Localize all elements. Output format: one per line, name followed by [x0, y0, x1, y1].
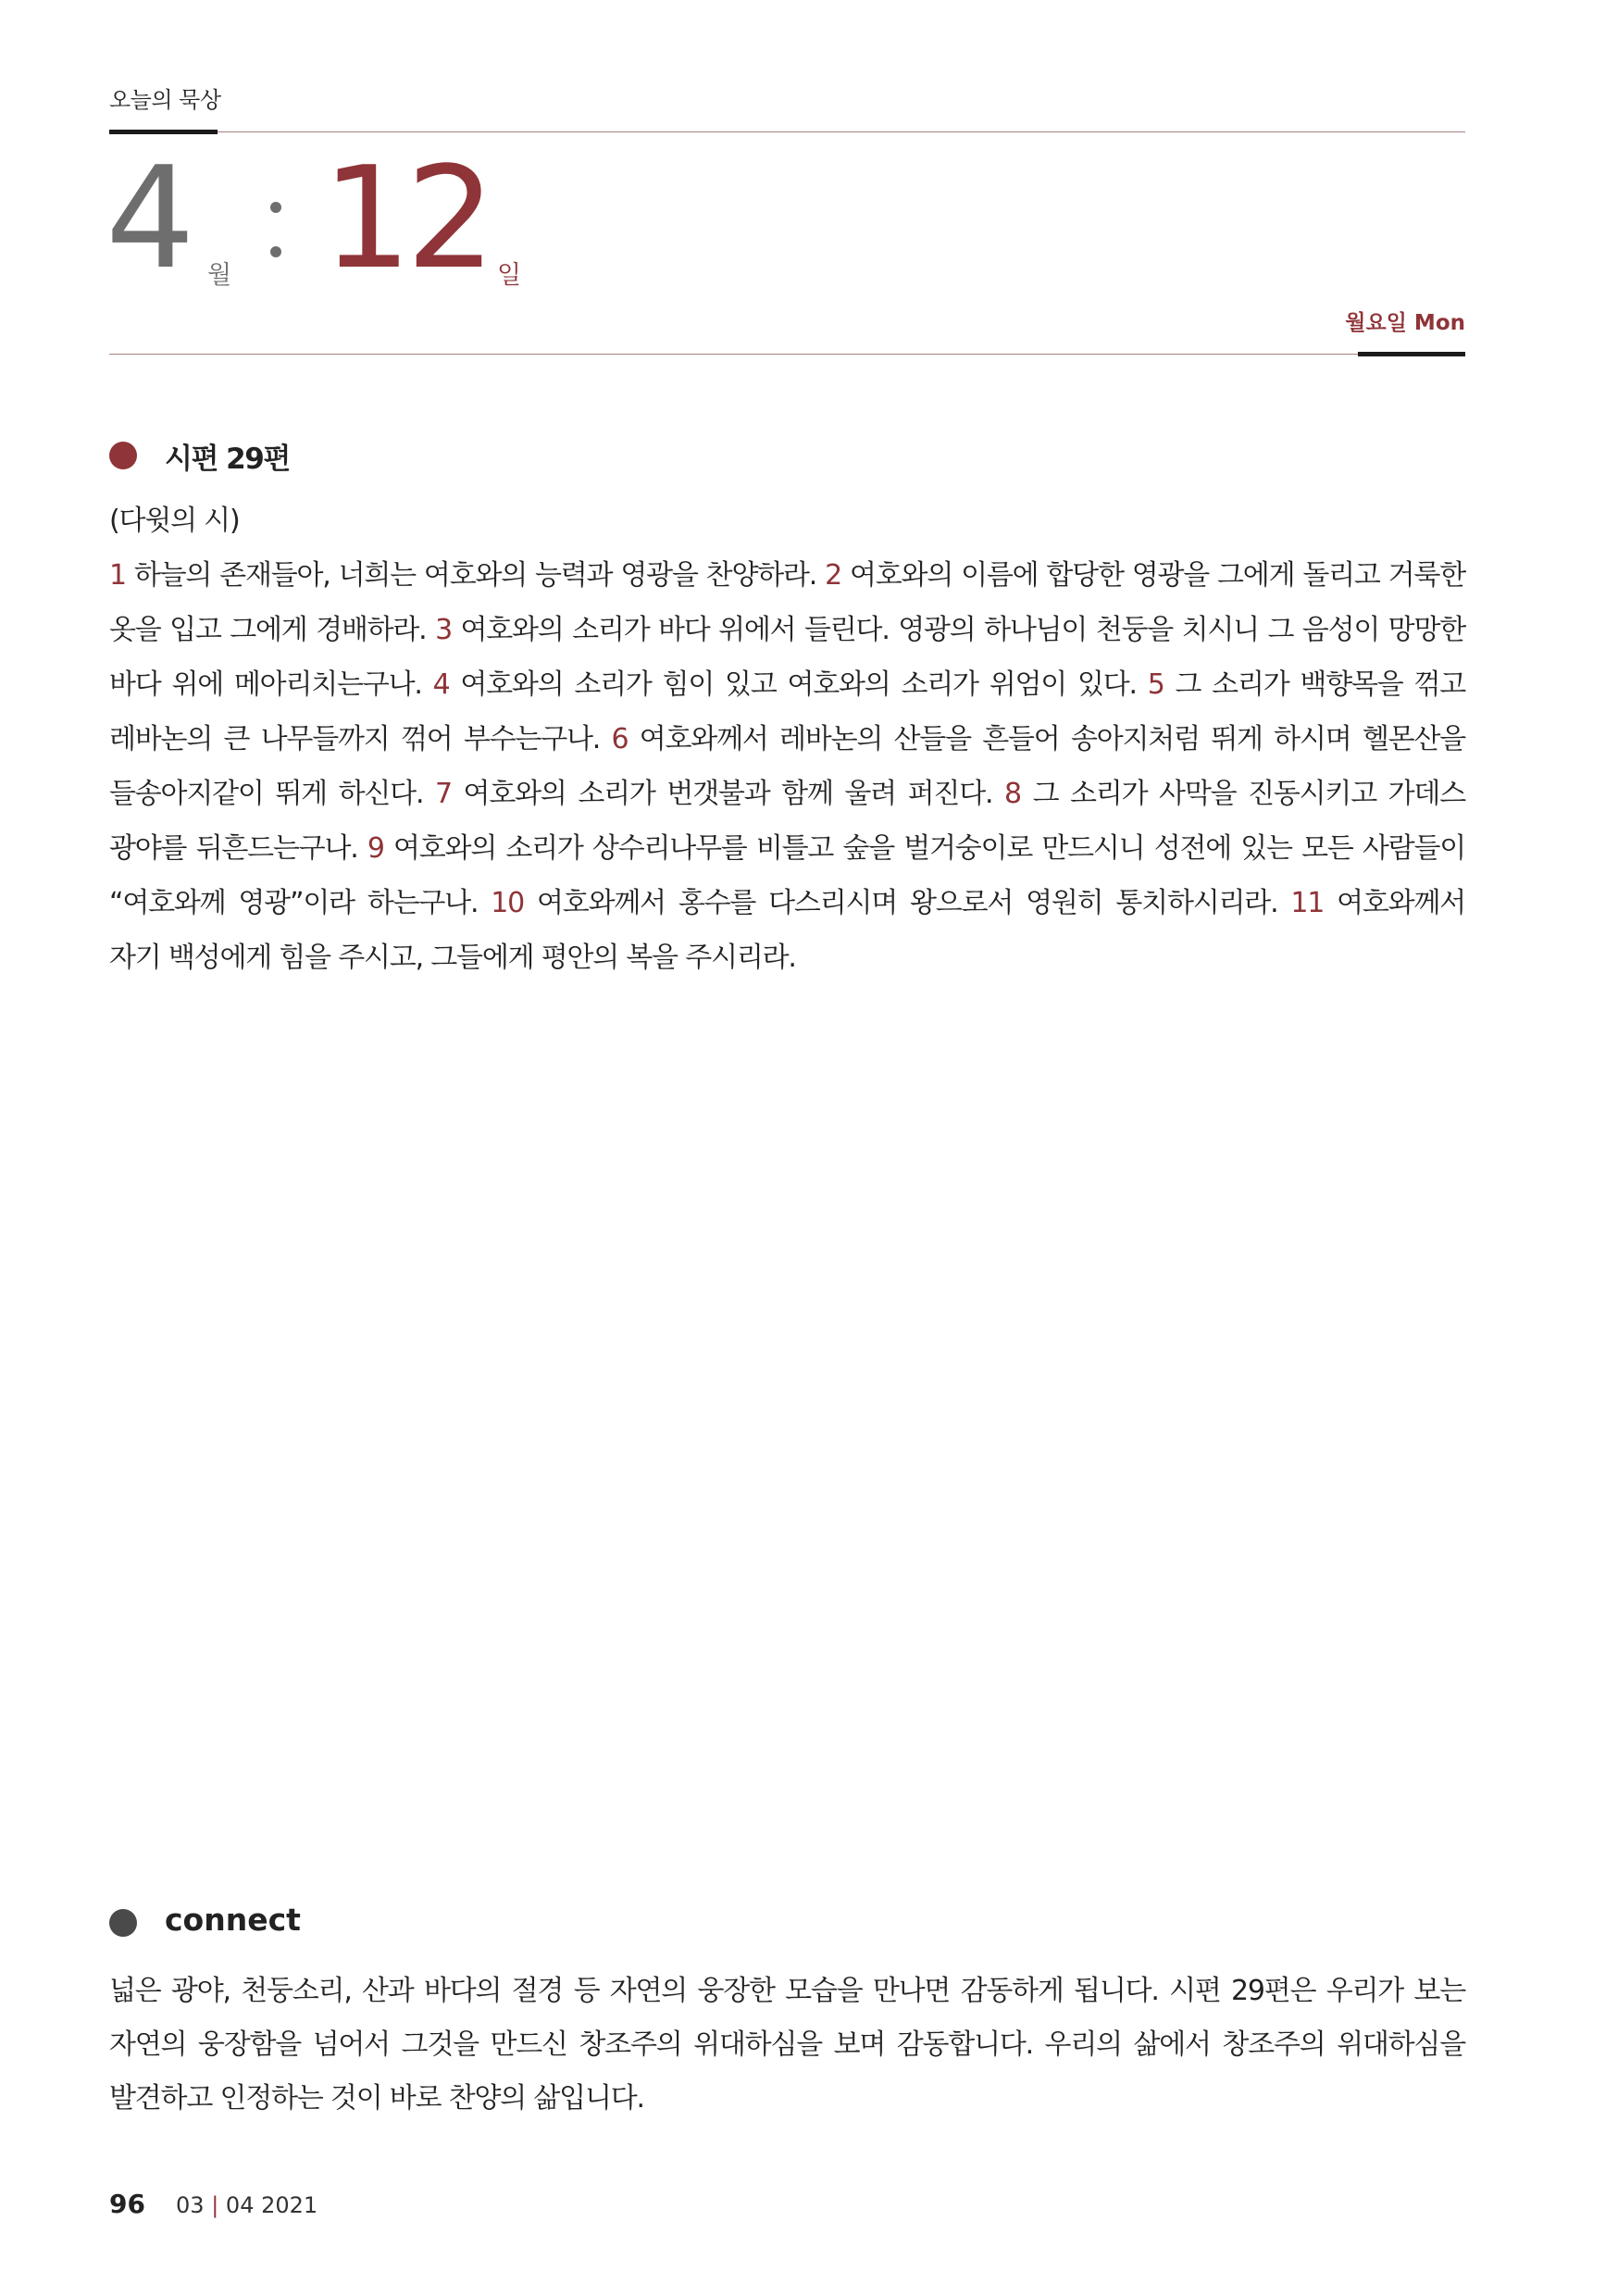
- verse-number: 7: [434, 778, 452, 810]
- header-bottom-rule-accent: [1358, 352, 1465, 356]
- verse-text: 그 소리가 백향목을 꺾고 레바논의 큰 나무들까지 꺾어 부수는구나.: [109, 668, 1465, 755]
- verse-number: 6: [611, 723, 629, 755]
- scripture-text: [109, 548, 1465, 985]
- verse-number: 1: [109, 559, 126, 592]
- passage-bullet-icon: [109, 442, 137, 469]
- connect-title: connect: [165, 1902, 301, 1938]
- verse-text: 하늘의 존재들아, 너희는 여호와의 능력과 영광을 찬양하라.: [125, 559, 826, 592]
- verse-text: 그 소리가 사막을 진동시키고 가데스 광야를 뒤흔드는구나.: [109, 778, 1465, 865]
- header-bottom-rule: [109, 354, 1465, 355]
- month-unit: 월: [207, 261, 232, 290]
- section-label: 오늘의 묵상: [109, 87, 221, 113]
- verse-number: 8: [1004, 778, 1021, 810]
- issue-month: 03: [176, 2192, 205, 2218]
- issue-separator: |: [211, 2192, 219, 2218]
- header-top-rule: [109, 131, 1465, 132]
- verse-text: 여호와의 소리가 번갯불과 함께 울려 퍼진다.: [451, 778, 1004, 810]
- verse-number: 5: [1147, 668, 1164, 701]
- issue-rest: 04 2021: [225, 2192, 318, 2218]
- month-number: 4: [106, 136, 192, 300]
- verse-text: 여호와의 이름에 합당한 영광을 그에게 돌리고 거룩한 옷을 입고 그에게 경배하라.: [109, 559, 1465, 646]
- verse-text: 여호와의 소리가 상수리나무를 비틀고 숲을 벌거숭이로 만드시니 성전에 있는 모든 사람들이 “여호와께 영광”이라 하는구나.: [109, 832, 1465, 919]
- verse-text: 여호와께서 홍수를 다스리시며 왕으로서 영원히 통치하시리라.: [524, 887, 1291, 919]
- verse-number: 3: [435, 614, 452, 646]
- header-top-rule-accent: [109, 130, 218, 134]
- verse-text: 여호와께서 레바논의 산들을 흔들어 송아지처럼 뛰게 하시며 헬몬산을 들송아지같이 뛰게 하신다.: [109, 723, 1466, 810]
- verse-number: 10: [491, 887, 525, 919]
- verse-text: 여호와의 소리가 힘이 있고 여호와의 소리가 위엄이 있다.: [449, 668, 1148, 701]
- page-number: 96: [109, 2189, 145, 2219]
- passage-subtitle: (다윗의 시): [109, 505, 240, 537]
- passage-title: 시편 29편: [165, 443, 290, 476]
- connect-bullet-icon: [109, 1909, 137, 1937]
- verse-number: 2: [825, 559, 841, 592]
- verse-text: 여호와의 소리가 바다 위에서 들린다. 영광의 하나님이 천둥을 치시니 그 음성이 망망한 바다 위에 메아리치는구나.: [109, 614, 1466, 701]
- issue-label: [176, 2192, 317, 2218]
- verse-number: 4: [432, 668, 450, 701]
- day-unit: 일: [497, 261, 522, 290]
- connect-text: 넓은 광야, 천둥소리, 산과 바다의 절경 등 자연의 웅장한 모습을 만나면 감동하게 됩니다. 시편 29편은 우리가 보는 자연의 웅장함을 넘어서 그것을 만드신 창조주의 위대하심을 보며 감동합니다. 우리의 삶에서 창조주의 위대하심을 발견하고 인정하는 것이 바로 찬양의 삶입니다.: [109, 1975, 1465, 2115]
- verse-text: 여호와께서 자기 백성에게 힘을 주시고, 그들에게 평안의 복을 주시리라.: [109, 887, 1466, 974]
- verse-number: 9: [367, 832, 384, 865]
- date-colon: [270, 194, 283, 261]
- verse-number: 11: [1290, 887, 1325, 919]
- day-number: 12: [322, 136, 491, 300]
- weekday-label: 월요일 Mon: [1345, 311, 1465, 335]
